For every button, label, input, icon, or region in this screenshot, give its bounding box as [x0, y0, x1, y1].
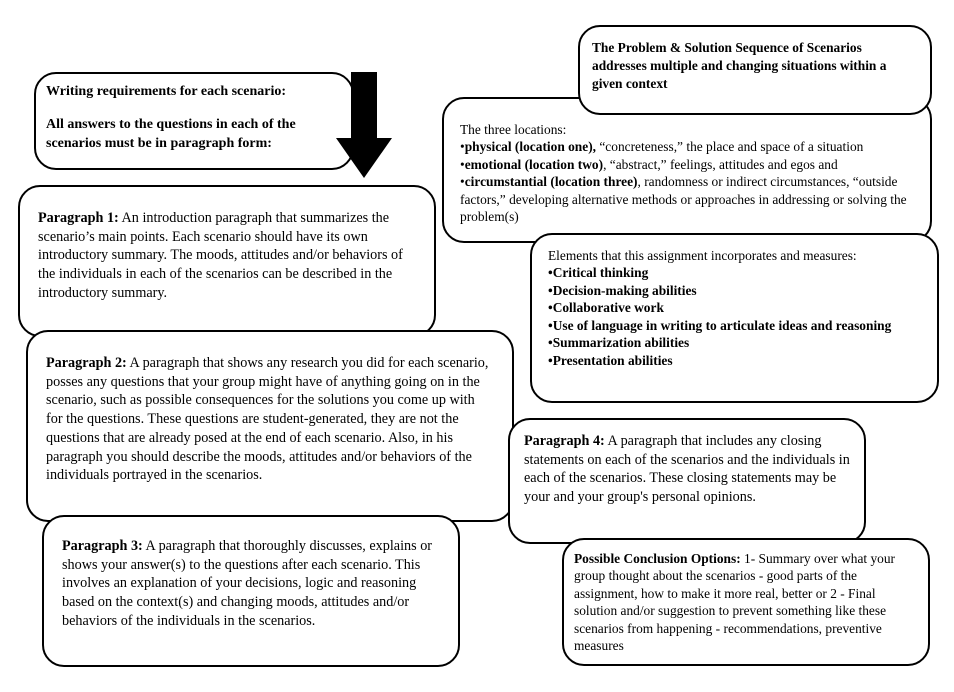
- bullet: •: [460, 139, 465, 155]
- requirements-note: All answers to the questions in each of the scenarios must be in paragraph form:: [46, 117, 296, 152]
- down-arrow-icon: [336, 72, 392, 178]
- writing-requirements-box: [34, 72, 354, 170]
- location-label: circumstantial (location three): [464, 174, 638, 190]
- element-item: •Use of language in writing to articulate ideas and reasoning: [548, 317, 892, 333]
- requirements-title: Writing requirements for each scenario:: [46, 84, 287, 99]
- paragraph-1-heading: Paragraph 1:: [38, 210, 119, 226]
- elements-box: [530, 233, 939, 403]
- element-item: •Decision-making abilities: [548, 282, 697, 298]
- bullet: •: [460, 174, 465, 190]
- paragraph-3-body: [62, 537, 440, 631]
- conclusion-box: [562, 538, 930, 666]
- paragraph-1-body: [38, 209, 416, 303]
- location-item-emotional: [460, 156, 914, 173]
- element-item: •Collaborative work: [548, 300, 664, 316]
- locations-box: [442, 97, 932, 243]
- paragraph-3-heading: Paragraph 3:: [62, 538, 143, 554]
- paragraph-3-box: [42, 515, 460, 667]
- element-item: •Presentation abilities: [548, 352, 673, 368]
- locations-intro: The three locations:: [460, 122, 567, 137]
- paragraph-4-box: [508, 418, 866, 544]
- paragraph-2-text: A paragraph that shows any research you did for each scenario, posses any questions that your group might have of anything going on in the scenario, such as possible consequences for the solutions you come up with for the questions. These questions are student-generated, they are not the questions that are already posed at the end of each scenario. Also, in his paragraph you should describe the moods, attitudes and/or behaviors of the individuals portrayed in the scenarios.: [46, 355, 489, 484]
- conclusion-heading: Possible Conclusion Options:: [574, 551, 741, 566]
- location-item-circumstantial: [460, 173, 914, 225]
- element-item: •Summarization abilities: [548, 335, 690, 351]
- paragraph-2-heading: Paragraph 2:: [46, 355, 127, 371]
- conclusion-text: 1- Summary over what your group thought about the scenarios - good parts of the assignment, how to make it more real, better or 2 - Final solution and/or suggestion to prevent something like these scenarios from happening - recommendations, preventive measures: [574, 551, 896, 654]
- sequence-text: The Problem & Solution Sequence of Scenarios addresses multiple and changing situations within a given context: [592, 40, 887, 92]
- location-text: “concreteness,” the place and space of a situation: [596, 139, 864, 155]
- paragraph-3-text: A paragraph that thoroughly discusses, explains or shows your answer(s) to the questions after each scenario. This involves an explanation of your decisions, logic and reasoning based on the context(s) and changing moods, attitudes and/or behaviors of the individuals in the scenarios.: [62, 538, 433, 629]
- location-text: , randomness or indirect circumstances, “outside factors,” developing alternative methods or approaches in addressing or solving the problem(s): [460, 174, 907, 225]
- location-item-physical: [460, 138, 914, 155]
- sequence-box: [578, 25, 932, 115]
- paragraph-4-body: [524, 432, 850, 507]
- location-text: , “abstract,” feelings, attitudes and egos and: [603, 156, 838, 172]
- paragraph-4-heading: Paragraph 4:: [524, 433, 605, 449]
- paragraph-2-body: [46, 354, 494, 485]
- paragraph-4-text: A paragraph that includes any closing statements on each of the scenarios and the individuals in each of the scenarios. These closing statements may be your and your group's personal opinions.: [524, 433, 850, 506]
- bullet: •: [460, 156, 465, 172]
- paragraph-2-box: [26, 330, 514, 522]
- paragraph-1-text: An introduction paragraph that summarizes the scenario’s main points. Each scenario should have its own introductory summary. The moods, attitudes and/or behaviors of the individuals in each of the scenarios can be described in the introductory summary.: [38, 210, 403, 301]
- location-label: emotional (location two): [464, 156, 604, 172]
- element-item: •Critical thinking: [548, 265, 649, 281]
- location-label: physical (location one),: [464, 139, 597, 155]
- conclusion-body: [574, 550, 918, 655]
- elements-intro: Elements that this assignment incorporates and measures:: [548, 248, 857, 263]
- paragraph-1-box: [18, 185, 436, 337]
